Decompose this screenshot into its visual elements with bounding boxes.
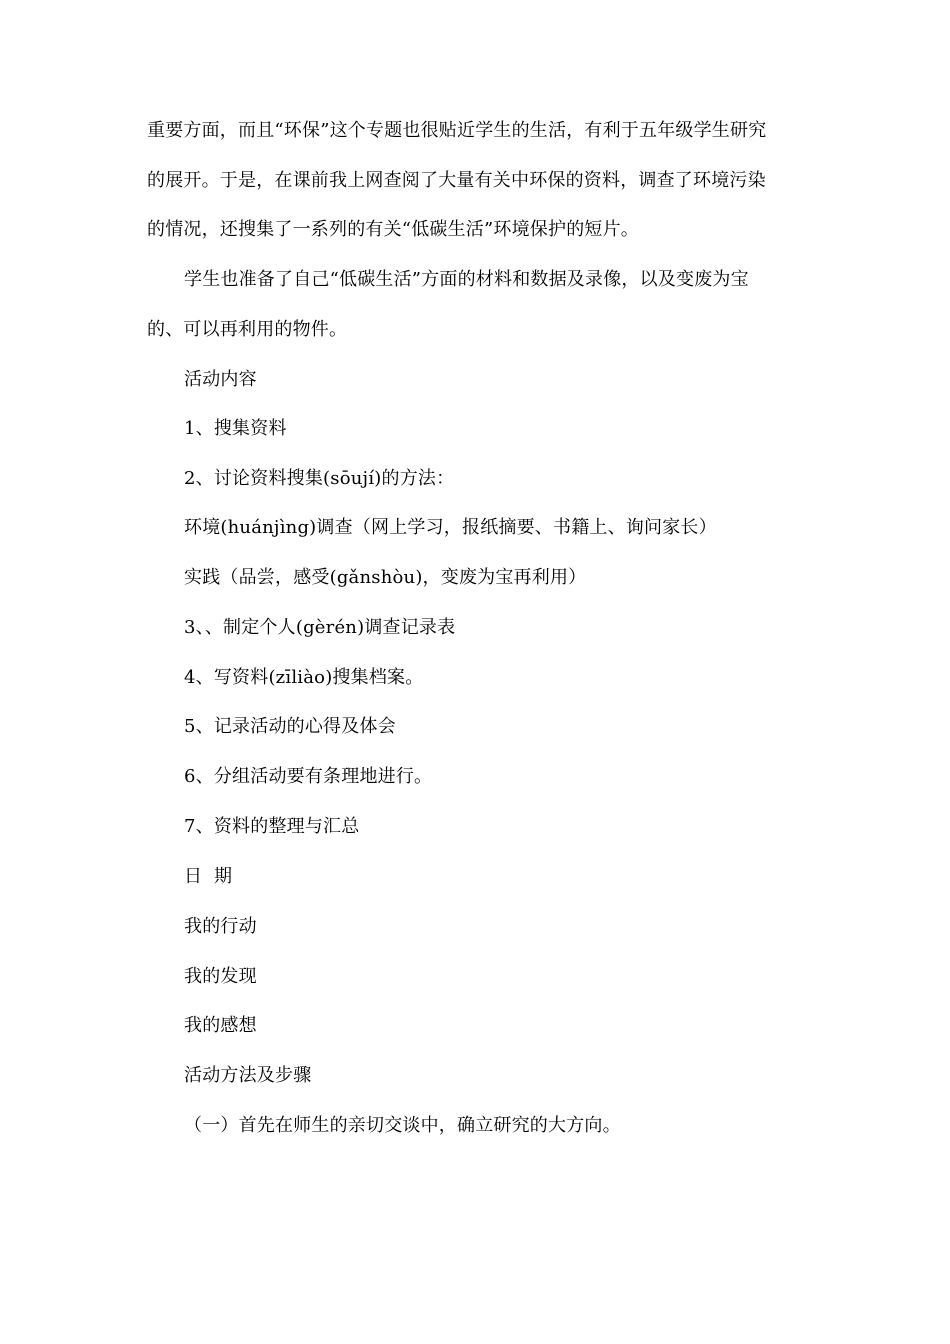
- record-feelings-label: 我的感想: [184, 1015, 257, 1036]
- section-activity-content: 活动内容: [184, 369, 257, 390]
- paragraph2-line1: 学生也准备了自己“低碳生活”方面的材料和数据及录像，以及变废为宝: [184, 269, 749, 290]
- list-item-3: 3、、制定个人(gèrén)调查记录表: [184, 617, 456, 638]
- step-1: （一）首先在师生的亲切交谈中，确立研究的大方向。: [184, 1115, 621, 1136]
- paragraph1-line2: 的展开。于是，在课前我上网查阅了大量有关中环保的资料，调查了环境污染: [147, 170, 766, 191]
- record-findings-label: 我的发现: [184, 966, 257, 987]
- list-item-7: 7、资料的整理与汇总: [184, 816, 360, 837]
- list-item-6: 6、分组活动要有条理地进行。: [184, 766, 433, 787]
- list-item-5: 5、记录活动的心得及体会: [184, 716, 396, 737]
- paragraph2-line2: 的、可以再利用的物件。: [147, 319, 348, 340]
- paragraph1-line1: 重要方面，而且“环保”这个专题也很贴近学生的生活，有利于五年级学生研究: [147, 120, 767, 141]
- list-item-2: 2、讨论资料搜集(sōují)的方法：: [184, 468, 455, 489]
- method-practice: 实践（品尝，感受(gǎnshòu)，变废为宝再利用）: [184, 567, 587, 588]
- record-action-label: 我的行动: [184, 916, 257, 937]
- list-item-1: 1、搜集资料: [184, 418, 287, 439]
- method-environment: 环境(huánjìng)调查（网上学习，报纸摘要、书籍上、询问家长）: [184, 517, 717, 538]
- record-date-label: 日 期: [184, 866, 233, 887]
- section-methods: 活动方法及步骤: [184, 1065, 312, 1086]
- list-item-4: 4、写资料(zīliào)搜集档案。: [184, 667, 424, 688]
- paragraph1-line3: 的情况，还搜集了一系列的有关“低碳生活”环境保护的短片。: [147, 219, 640, 240]
